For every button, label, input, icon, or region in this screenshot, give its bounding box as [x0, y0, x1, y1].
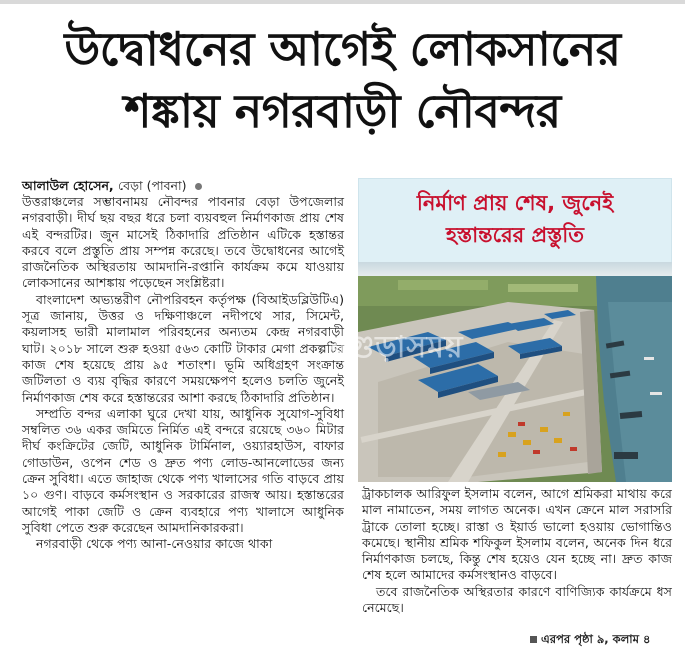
paragraph-4: নগরবাড়ী থেকে পণ্য আনা-নেওয়ার কাজে থাকা [36, 536, 273, 552]
right-paragraph-2: তবে রাজনৈতিক অস্থিরতার কারণে বাণিজ্যিক কার্যক্রমে ধস নেমেছে। [362, 583, 672, 616]
top-rule [0, 0, 685, 4]
watermark: বগুড়াসময় [330, 330, 464, 365]
headline-line-1: উদ্বোধনের আগেই লোকসানের [64, 22, 621, 76]
continuation-text: এরপর পৃষ্ঠা ৯, কলাম ৪ [541, 632, 651, 646]
right-column [362, 486, 672, 616]
headline-line-2: শঙ্কায় নগরবাড়ী নৌবন্দর [124, 84, 561, 138]
subheading-line-1: নির্মাণ প্রায় শেষ, জুনেই [416, 191, 614, 215]
square-bullet-icon [530, 636, 537, 643]
paragraph-2: বাংলাদেশ অভ্যন্তরীণ নৌপরিবহন কর্তৃপক্ষ (বিআইডব্লিউটিএ) সূত্র জানায়, উত্তর ও দক্ষিণাঞ্চলে নদীপথে সার, সিমেন্ট, কয়লাসহ ভারী মালামাল পরিবহনের অন্যতম কেন্দ্র নগরবাড়ী ঘাট। ২০১৮ সালে শুরু হওয়া ৫৬৩ কোটি টাকার মেগা প্রকল্পটির কাজ শেষ হয়েছে প্রায় ৯৫ শতাংশ। ভূমি অধিগ্রহণ সংক্রান্ত জটিলতা ও ব্যয় বৃদ্ধির কারণে সময়ক্ষেপণ হলেও চলতি জুনেই নির্মাণকাজ শেষ করে হস্তান্তরের আশা করছে ঠিকাদারি প্রতিষ্ঠান। [22, 291, 344, 405]
paragraph-3: সম্প্রতি বন্দর এলাকা ঘুরে দেখা যায়, আধুনিক সুযোগ-সুবিধা সম্বলিত ৩৬ একর জমিতে নির্মিত এই বন্দরে রয়েছে ৩৬০ মিটার দীর্ঘ কংক্রিটের জেটি, আধুনিক টার্মিনাল, ওয়্যারহাউস, বাফার গোডাউন, ওপেন শেড ও দ্রুত পণ্য লোড-আনলোডের জন্য ক্রেন সুবিধা। এতে জাহাজ থেকে পণ্য খালাসের গতি বাড়বে প্রায় ১০ গুণ। বাড়বে কর্মসংস্থান ও সরকারের রাজস্ব আয়। হস্তান্তরের আগেই পাকা জেটি ও ক্রেন ব্যবহারে পণ্য খালাসে আধুনিক সুবিধা পেতে শুরু করেছেন আমদানিকারকরা। [22, 405, 344, 535]
paragraph-1: উত্তরাঞ্চলের সম্ভাবনাময় নৌবন্দর পাবনার বেড়া উপজেলার নগরবাড়ী। দীর্ঘ ছয় বছর ধরে চলা ব্যয়বহুল নির্মাণকাজ প্রায় শেষ এই বন্দরটির। জুন মাসেই ঠিকাদারি প্রতিষ্ঠান এটিকে হস্তান্তর করবে বলে প্রস্তুতি প্রায় সম্পন্ন করেছে। তবে উদ্বোধনের আগেই রাজনৈতিক অস্থিরতায় আমদানি-রপ্তানি কার্যক্রম কমে যাওয়ায় লোকসানের আশঙ্কায় পড়েছেন সংশ্লিষ্টরা। [22, 194, 344, 291]
left-column [22, 178, 344, 553]
byline [22, 178, 344, 194]
right-paragraph-1: ট্রাকচালক আরিফুল ইসলাম বলেন, আগে শ্রমিকরা মাথায় করে মাল নামাতেন, সময় লাগত অনেক। এখন ক্রেনে মাল সরাসরি ট্রাকে তোলা হচ্ছে। রাস্তা ও ইয়ার্ড ভালো হওয়ায় ভোগান্তিও কমেছে। স্থানীয় শ্রমিক শফিকুল ইসলাম বলেন, অনেক দিন ধরে নির্মাণকাজ চলছে, কিন্তু শেষ হয়েও যেন হচ্ছে না। দ্রুত কাজ শেষ হলে আমাদের কর্মসংস্থানও বাড়বে। [362, 486, 672, 583]
subheading-line-2: হস্তান্তরের প্রস্তুতি [445, 223, 585, 247]
author-location: বেড়া (পাবনা) [118, 178, 187, 193]
continuation-note [530, 631, 650, 650]
subheading-box [358, 178, 672, 264]
headline [0, 18, 685, 142]
bullet-icon [195, 183, 202, 190]
author-name: আলাউল হোসেন, [22, 178, 114, 193]
